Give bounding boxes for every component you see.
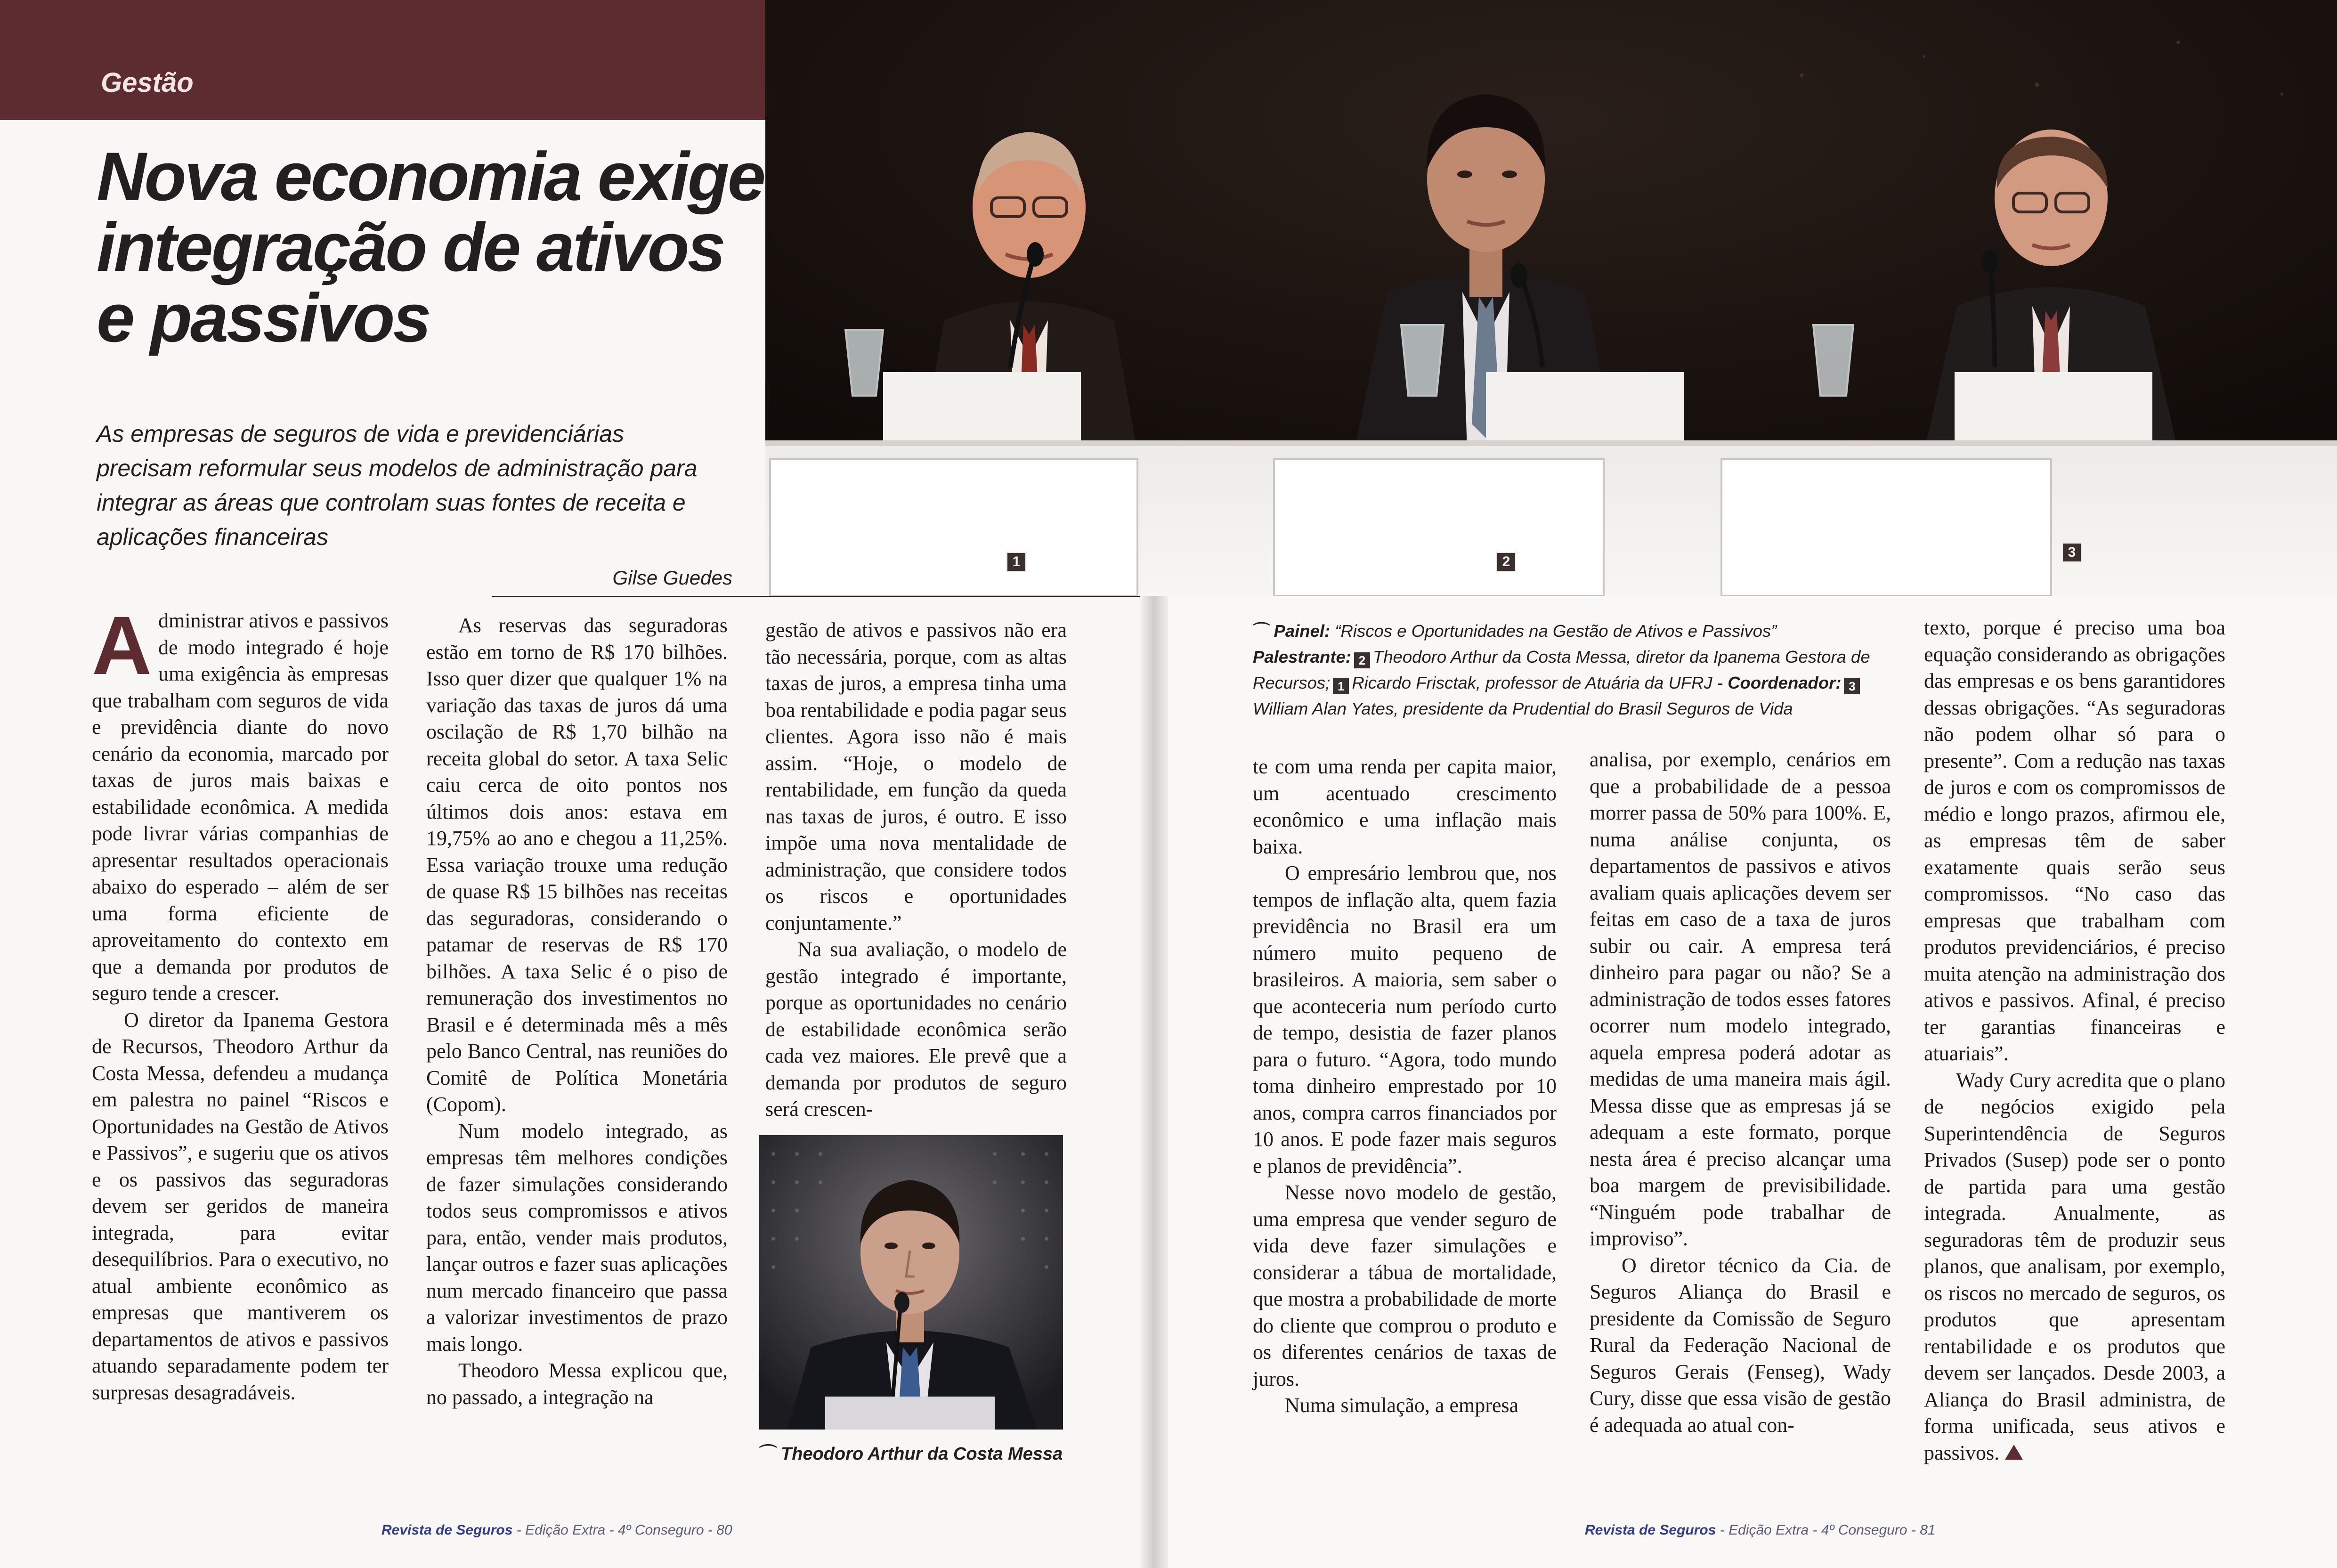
camera-icon: ⌒: [759, 1444, 778, 1464]
photo-number-3: 3: [2062, 543, 2082, 562]
headline: Nova economia exige integração de ativos e passivos: [97, 138, 764, 356]
camera-icon: ⌒: [1253, 621, 1270, 641]
paragraph: O diretor da Ipanema Gestora de Recursos, Theodoro Arthur da Costa Messa, defendeu a mudança em palestra no painel “Riscos e Oportunidades na Gestão de Ativos e Passivos”, e sugeriu que os ativos e os passivos das seguradoras devem ser geridos de maneira integrada, para evitar desequilíbrios. Para o executivo, no atual ambiente econômico as empresas que mantiverem os departamentos de ativos e passivos atuando separadamente podem ter surpresas desagradáveis.: [92, 1008, 389, 1404]
paragraph: As reservas das seguradoras estão em torno de R$ 170 bilhões. Isso quer dizer que qualquer 1% na variação das taxas de juros dá uma oscilação de R$ 1,70 bilhão na receita global do setor. A taxa Selic caiu cerca de oito pontos nos últimos dois anos: estava em 19,75% ao ano e chegou a 11,25%. Essa variação trouxe uma redução de quase R$ 15 bilhões nas receitas das seguradoras, considerando o patamar de reservas de R$ 170 bilhões. A taxa Selic é o piso de remuneração dos investimentos no Brasil e é determinada mês a mês pelo Banco Central, nas reuniões do Comitê de Política Monetária (Copom).: [426, 614, 728, 1116]
section-label: Gestão: [101, 67, 194, 98]
byline-rule: [492, 596, 1152, 597]
paragraph: Na sua avaliação, o modelo de gestão integrado é importante, porque as oportunidades no cenário de estabilidade econômica serão cada vez maiores. Ele prevê que a demanda por produtos de seguro será crescen-: [765, 938, 1067, 1121]
photo-ref-badge: 2: [1354, 652, 1370, 668]
byline: Gilse Guedes: [612, 567, 732, 589]
paragraph: analisa, por exemplo, cenários em que a probabilidade de a pessoa morrer passa de 50% para 100%. E, numa análise conjunta, os departamentos de passivos e ativos avaliam quais aplicações devem ser feitas em caso de a taxa de juros subir ou cair. A empresa terá dinheiro para pagar ou não? Se a administração de todos esses fatores ocorrer num modelo integrado, aquela empresa poderá adotar as medidas de uma maneira mais ágil. Messa disse que as empresas já se adequam a este formato, porque nesta área é preciso alcançar uma boa margem de previsibilidade. “Ninguém pode trabalhar de improviso”.: [1590, 748, 1891, 1250]
paragraph: Wady Cury acredita que o plano de negócios exigido pela Superintendência de Seguros Privados (Susep) pode ser o ponto de partida para uma gestão integrada. Anualmente, as seguradoras têm de produzir seus planos, que analisam, por exemplo, os riscos no mercado de seguros, os produtos que apresentam rentabilidade e os produtos que devem ser lançados. Desde 2003, a Aliança do Brasil administra, de forma unificada, seus ativos e passivos.: [1924, 1068, 2225, 1464]
column-3: [765, 617, 1067, 1123]
column-4: [1253, 754, 1557, 1419]
paragraph: O empresário lembrou que, nos tempos de inflação alta, quem fazia previdência no Brasil era um número muito pequeno de brasileiros. A maioria, sem saber o que aconteceria num período curto de tempo, desistia de fazer planos para o futuro. “Agora, todo mundo toma dinheiro emprestado por 10 anos, compra carros financiados por 10 anos. E pode fazer mais seguros e planos de previdência”.: [1253, 861, 1557, 1178]
photo-ref-badge: 3: [1844, 678, 1860, 694]
paragraph: O diretor técnico da Cia. de Seguros Aliança do Brasil e presidente da Comissão de Seguro Rural da Federação Nacional de Seguros Gerais (Fenseg), Wady Cury, disse que essa visão de gestão é adequada ao atual con-: [1590, 1253, 1891, 1437]
paragraph: Numa simulação, a empresa: [1285, 1394, 1519, 1417]
photo-number-1: 1: [1006, 552, 1026, 572]
section-bar: [0, 0, 768, 120]
panel-illustration: [765, 0, 2337, 596]
panel-caption: ⌒ Painel: “Riscos e Oportunidades na Gestão de Ativos e Passivos” Palestrante: 2 Theodoro Arthur da Costa Messa, diretor da Ipanema Gestora de Recursos; 1 Ricardo Frisctak, professor de Atuária da UFRJ - Coordenador: 3 William Alan Yates, presidente da Prudential do Brasil Seguros de Vida: [1253, 621, 1870, 718]
paragraph: gestão de ativos e passivos não era tão necessária, porque, com as altas taxas de juros, a empresa tinha uma boa rentabilidade e podia pagar seus clientes. Agora isso não é mais assim. “Hoje, o modelo de rentabilidade, em função da queda nas taxas de juros, é outro. E isso impõe uma nova mentalidade de administração, que considere todos os riscos e oportunidades conjuntamente.”: [765, 618, 1067, 934]
photo-number-2: 2: [1496, 552, 1516, 572]
paragraph: Administrar ativos e passivos de modo integrado é hoje uma exigência às empresas que trabalham com seguros de vida e previdência diante do novo cenário da economia, marcado por taxas de juros mais baixas e estabilidade econômica. A medida pode livrar várias companhias de apresentar resultados operacionais abaixo do esperado – além de ser uma forma eficiente de aproveitamento do contexto em que a demanda por produtos de seguro tende a crescer.: [92, 600, 389, 1005]
portrait-illustration: [759, 1135, 1063, 1430]
paragraph: Theodoro Messa explicou que, no passado, a integração na: [426, 1359, 728, 1409]
panel-photo: [765, 0, 2337, 596]
folio-left: Revista de Seguros - Edição Extra - 4º Conseguro - 80: [381, 1522, 732, 1538]
column-1: [92, 600, 389, 1406]
column-6: [1924, 615, 2225, 1466]
portrait-photo-theodoro-messa: [759, 1135, 1063, 1430]
paragraph: texto, porque é preciso uma boa equação considerando as obrigações das empresas e os bens garantidores dessas obrigações. “As seguradoras não podem olhar só para o presente”. Com a redução nas taxas de juros e com os compromissos de médio e longo prazos, afirmou ele, as empresas têm de saber exatamente quais serão seus compromissos. “No caso das empresas que trabalham com produtos previdenciários, é preciso muita atenção na administração dos ativos e passivos. Afinal, é preciso ter garantias financeiras e atuariais”.: [1924, 616, 2225, 1065]
paragraph: Num modelo integrado, as empresas têm melhores condições de fazer simulações considerando todos seus compromissos e ativos para, então, vender mais produtos, lançar outros e fazer suas aplicações num mercado financeiro que passa a valorizar investimentos de prazo mais longo.: [426, 1119, 728, 1356]
dropcap: A: [92, 600, 152, 692]
deck: As empresas de seguros de vida e previdenciárias precisam reformular seus modelos de administração para integrar as áreas que controlam suas fontes de receita e aplicações financeiras: [97, 421, 698, 550]
column-5: [1590, 747, 1891, 1438]
end-mark-icon: [2005, 1445, 2023, 1460]
photo-ref-badge: 1: [1333, 678, 1349, 694]
column-2: [426, 612, 728, 1411]
folio-right: Revista de Seguros - Edição Extra - 4º Conseguro - 81: [1585, 1522, 1936, 1538]
paragraph: te com uma renda per capita maior, um acentuado crescimento econômico e uma inflação mais baixa.: [1253, 755, 1557, 858]
paragraph: Nesse novo modelo de gestão, uma empresa que vender seguro de vida deve fazer simulações e considerar a tábua de mortalidade, que mostra a probabilidade de morte do cliente que comprou o produto e os diferentes cenários de taxas de juros.: [1253, 1181, 1557, 1390]
portrait-caption: ⌒ Theodoro Arthur da Costa Messa: [759, 1444, 1063, 1464]
